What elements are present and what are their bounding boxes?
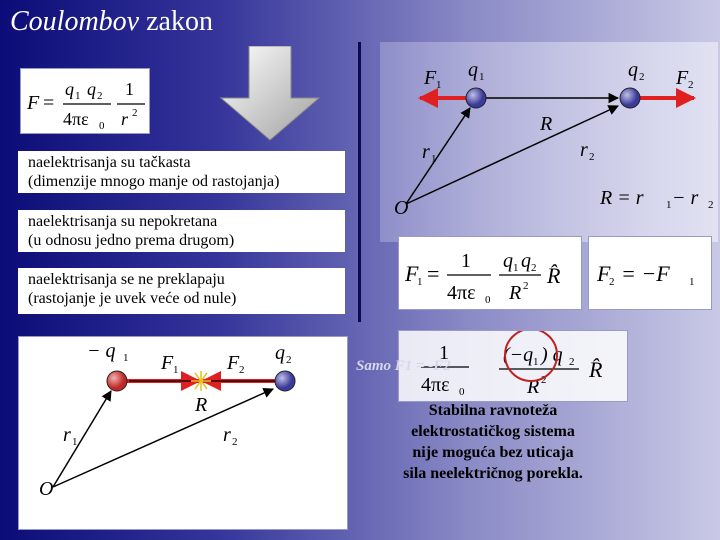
bf-eps-sub: 0: [459, 386, 465, 398]
bottom-diagram-box: [18, 336, 348, 530]
bottom-vector-diagram: [19, 337, 349, 531]
label-r1-sub: 1: [431, 153, 437, 165]
newton-third-box: [588, 236, 712, 310]
newton-third-formula: [589, 237, 713, 311]
label-r2: r: [580, 139, 588, 161]
stability-line3: nije moguća bez uticaja: [412, 444, 574, 461]
bf-R-exp: 2: [541, 374, 547, 386]
charge-q1: [466, 88, 486, 108]
bottom-label-q1-sub: 1: [123, 352, 129, 364]
nt-F2-sub: 2: [609, 276, 615, 288]
bottom-label-r2-sub: 2: [232, 436, 238, 448]
nt-F2: F: [597, 261, 611, 286]
ff-q2: q: [521, 250, 531, 272]
ff-q1: q: [503, 250, 513, 272]
stability-line4: sila neelektričnog porekla.: [403, 465, 583, 482]
formula-q1: q: [65, 79, 74, 99]
ff-q1-sub: 1: [513, 262, 519, 274]
bottom-label-q2-sub: 2: [286, 354, 292, 366]
formula-F: F: [27, 92, 40, 114]
formula-one: 1: [125, 79, 134, 99]
label-origin: O: [394, 197, 409, 219]
samo-text: Samo F1 = -F2: [356, 358, 451, 374]
bf-num: (−q: [503, 344, 534, 366]
ff-q2-sub: 2: [531, 262, 537, 274]
label-q1: q: [468, 59, 478, 81]
label-F2: F: [676, 67, 689, 89]
formula-r-exp: 2: [132, 107, 138, 119]
formula-den: 4πε: [63, 109, 89, 129]
bottom-label-F2: F: [227, 352, 240, 374]
stability-line2: elektrostatičkog sistema: [411, 423, 575, 440]
label-q2: q: [628, 59, 638, 81]
relation-text: R = r: [600, 187, 644, 209]
coulomb-formula: [21, 69, 151, 135]
ff-R: R: [509, 282, 522, 304]
coulomb-formula-box: [20, 68, 150, 134]
bottom-charge-q1: [107, 371, 127, 391]
bottom-label-r2: r: [223, 424, 231, 446]
bf-num-rest: ) q: [541, 344, 563, 366]
formula-r: r: [121, 109, 129, 129]
label-q2-sub: 2: [639, 71, 645, 83]
ff-F-sub: 1: [417, 276, 423, 288]
bf-Rhat: R̂: [589, 357, 603, 382]
bottom-label-r1: r: [63, 424, 71, 446]
condition-3-line2: (rastojanje je uvek veće od nule): [28, 290, 237, 307]
ff-R-exp: 2: [523, 280, 529, 292]
condition-2-line1: naelektrisanja su nepokretana: [28, 213, 218, 230]
bottom-vector-r1: [53, 391, 111, 487]
bottom-label-origin: O: [39, 478, 54, 500]
bf-num-sub: 1: [533, 356, 539, 368]
label-r1: r: [422, 141, 430, 163]
title-main: Coulombov: [10, 6, 140, 37]
force-formula: [399, 237, 583, 311]
down-arrow-icon: [215, 46, 325, 142]
condition-2-line2: (u odnosu jedno prema drugom): [28, 232, 235, 249]
bottom-label-q2: q: [275, 342, 285, 364]
label-F1: F: [424, 67, 437, 89]
relation-minus: − r: [672, 187, 699, 209]
bf-num-sub2: 2: [569, 356, 575, 368]
label-F2-sub: 2: [688, 79, 694, 91]
condition-1: [18, 151, 345, 193]
condition-2: [18, 210, 345, 252]
top-vector-diagram: [380, 42, 718, 242]
label-F1-sub: 1: [436, 79, 442, 91]
condition-1-line1: naelektrisanja su tačkasta: [28, 154, 191, 171]
title-rest: zakon: [139, 6, 213, 37]
ff-eps-sub: 0: [485, 294, 491, 306]
bottom-vector-r2: [53, 389, 273, 487]
label-R: R: [540, 113, 553, 135]
condition-3: [18, 268, 345, 314]
charge-q2: [620, 88, 640, 108]
bottom-charge-q2: [275, 371, 295, 391]
ff-Rhat: R̂: [547, 263, 561, 288]
formula-eq: =: [43, 92, 55, 114]
ff-one: 1: [461, 250, 471, 272]
formula-q2-sub: 2: [97, 90, 103, 102]
stability-statement: [368, 400, 618, 484]
nt-F1-sub: 1: [689, 276, 695, 288]
bf-den: 4πε: [421, 374, 450, 396]
bottom-label-F1: F: [161, 352, 174, 374]
formula-q1-sub: 1: [75, 90, 81, 102]
label-q1-sub: 1: [479, 71, 485, 83]
bottom-label-minus-q1: − q: [87, 340, 116, 362]
formula-q2: q: [87, 79, 96, 99]
bottom-label-r1-sub: 1: [72, 436, 78, 448]
vertical-divider: [358, 42, 361, 322]
bottom-label-F1-sub: 1: [173, 364, 179, 376]
ff-den: 4πε: [447, 282, 476, 304]
formula-eps-sub: 0: [99, 120, 105, 132]
bf-R: R: [527, 376, 540, 398]
ff-F: F: [405, 261, 419, 286]
nt-eq: = −F: [621, 261, 670, 286]
relation-sub1: 1: [666, 199, 672, 211]
bottom-label-R: R: [195, 394, 208, 416]
label-r2-sub: 2: [589, 151, 595, 163]
page-title: [10, 6, 213, 38]
stability-line1: Stabilna ravnoteža: [428, 402, 558, 419]
condition-1-line2: (dimenzije mnogo manje od rastojanja): [28, 173, 280, 190]
bf-one: 1: [439, 342, 449, 364]
ff-eq: =: [427, 261, 440, 286]
relation-sub2: 2: [708, 199, 714, 211]
collision-star-icon: [191, 371, 211, 391]
condition-3-line1: naelektrisanja se ne preklapaju: [28, 271, 225, 288]
bottom-label-F2-sub: 2: [239, 364, 245, 376]
force-formula-box: [398, 236, 582, 310]
